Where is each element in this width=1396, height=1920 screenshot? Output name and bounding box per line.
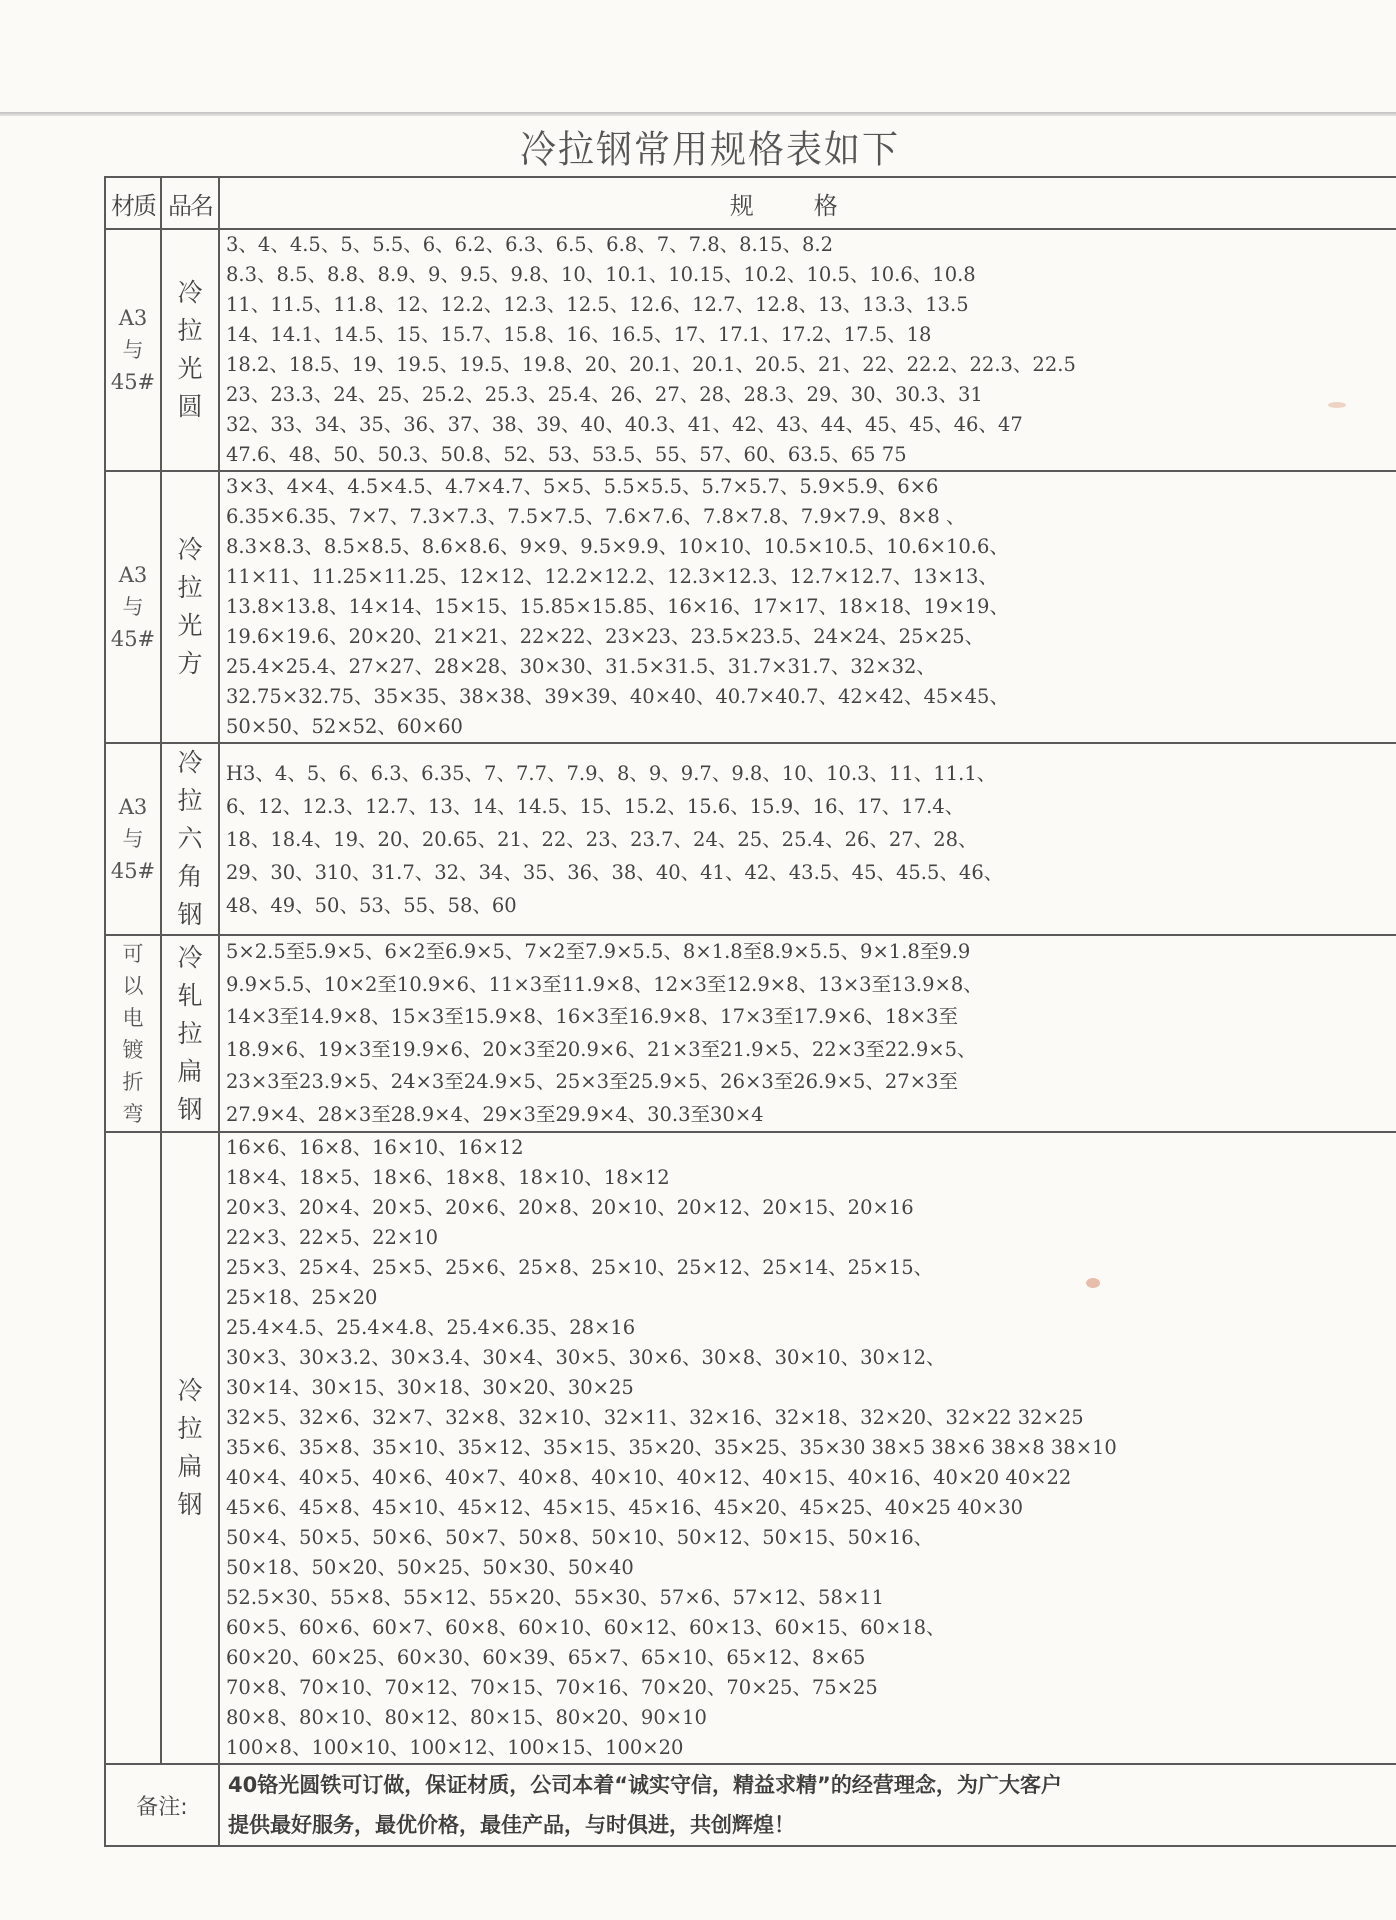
spec-line: 40×4、40×5、40×6、40×7、40×8、40×10、40×12、40×15、40×16、40×20 40×22: [226, 1466, 1072, 1489]
header-spec: 规格: [219, 177, 1396, 229]
spec-cell: [219, 229, 1396, 471]
product-name-char: 方: [177, 649, 203, 678]
spec-table: [104, 176, 1396, 1847]
spec-cell: [219, 1132, 1396, 1764]
material-cell: [105, 229, 161, 471]
spec-line: H3、4、5、6、6.3、6.35、7、7.7、7.9、8、9、9.7、9.8、10、10.3、11、11.1、: [226, 761, 997, 785]
product-name-char: 拉: [177, 786, 203, 815]
spec-line: 25.4×25.4、27×27、28×28、30×30、31.5×31.5、31.7×31.7、32×32、: [226, 655, 936, 678]
spec-line: 50×18、50×20、50×25、50×30、50×40: [226, 1556, 634, 1579]
page-title: 冷拉钢常用规格表如下: [520, 129, 901, 173]
spec-line: 27.9×4、28×3至28.9×4、29×3至29.9×4、30.3至30×4: [226, 1102, 764, 1126]
spec-line: 23、23.3、24、25、25.2、25.3、25.4、26、27、28、28.3、29、30、30.3、31: [226, 383, 983, 406]
material-text: 45#: [110, 370, 156, 394]
paper-stain: [1086, 1278, 1100, 1288]
spec-line: 18、18.4、19、20、20.65、21、22、23、23.7、24、25、25.4、26、27、28、: [226, 827, 978, 851]
material-text: 可: [122, 941, 144, 966]
product-name-char: 钢: [177, 900, 203, 929]
header-product: 品名: [161, 177, 219, 229]
note-line: 40铬光圆铁可订做，保证材质，公司本着“诚实守信，精益求精”的经营理念，为广大客户: [228, 1773, 1062, 1797]
product-name-char: 钢: [177, 1094, 203, 1124]
header-material: 材质: [105, 177, 161, 229]
spec-line: 45×6、45×8、45×10、45×12、45×15、45×16、45×20、45×25、40×25 40×30: [226, 1496, 1024, 1519]
product-name-char: 光: [177, 611, 203, 640]
paper-top-edge: [0, 112, 1396, 116]
product-name-char: 光: [177, 354, 203, 383]
spec-line: 6、12、12.3、12.7、13、14、14.5、15、15.2、15.6、15.9、16、17、17.4、: [226, 794, 965, 818]
spec-line: 18.9×6、19×3至19.9×6、20×3至20.9×6、21×3至21.9×5、22×3至22.9×5、: [226, 1037, 977, 1061]
material-text: 与: [122, 595, 144, 619]
spec-line: 60×20、60×25、60×30、60×39、65×7、65×10、65×12、8×65: [226, 1646, 866, 1669]
spec-line: 100×8、100×10、100×12、100×15、100×20: [226, 1736, 684, 1759]
product-name-cell: [161, 229, 219, 471]
product-name-char: 冷: [177, 278, 203, 307]
spec-line: 20×3、20×4、20×5、20×6、20×8、20×10、20×12、20×15、20×16: [226, 1196, 914, 1219]
product-name-char: 钢: [177, 1490, 203, 1519]
spec-line: 5×2.5至5.9×5、6×2至6.9×5、7×2至7.9×5.5、8×1.8至8.9×5.5、9×1.8至9.9: [226, 940, 971, 963]
spec-line: 8.3×8.3、8.5×8.5、8.6×8.6、9×9、9.5×9.9、10×10、10.5×10.5、10.6×10.6、: [226, 535, 1009, 558]
spec-line: 11、11.5、11.8、12、12.2、12.3、12.5、12.6、12.7、12.8、13、13.3、13.5: [226, 293, 969, 316]
spec-line: 47.6、48、50、50.3、50.8、52、53、53.5、55、57、60、63.5、65 75: [226, 443, 907, 466]
product-name-cell: [161, 743, 219, 935]
product-name-cell: [161, 471, 219, 743]
product-name-char: 角: [177, 862, 203, 891]
spec-line: 13.8×13.8、14×14、15×15、15.85×15.85、16×16、17×17、18×18、19×19、: [226, 595, 1009, 618]
note-label: 备注:: [105, 1764, 219, 1846]
spec-line: 30×3、30×3.2、30×3.4、30×4、30×5、30×6、30×8、30×10、30×12、: [226, 1346, 946, 1369]
spec-line: 30×14、30×15、30×18、30×20、30×25: [226, 1376, 634, 1399]
section-row-cold-drawn-flat: [105, 1132, 1396, 1764]
spec-line: 14、14.1、14.5、15、15.7、15.8、16、16.5、17、17.1、17.2、17.5、18: [226, 323, 932, 346]
spec-line: 52.5×30、55×8、55×12、55×20、55×30、57×6、57×12、58×11: [226, 1586, 885, 1609]
spec-cell: [219, 935, 1396, 1132]
section-row-cold-rolled-flat: [105, 935, 1396, 1132]
note-row: [105, 1764, 1396, 1846]
product-name-cell: [161, 935, 219, 1132]
spec-line: 60×5、60×6、60×7、60×8、60×10、60×12、60×13、60×15、60×18、: [226, 1616, 946, 1639]
spec-line: 32×5、32×6、32×7、32×8、32×10、32×11、32×16、32×18、32×20、32×22 32×25: [226, 1406, 1084, 1429]
section-row-cold-drawn-hex: [105, 743, 1396, 935]
material-text: A3: [118, 563, 148, 587]
material-text: 弯: [122, 1101, 144, 1126]
spec-line: 18×4、18×5、18×6、18×8、18×10、18×12: [226, 1166, 670, 1189]
material-text: 与: [122, 827, 144, 851]
spec-line: 14×3至14.9×8、15×3至15.9×8、16×3至16.9×8、17×3至17.9×6、18×3至: [226, 1005, 958, 1028]
spec-line: 29、30、310、31.7、32、34、35、36、38、40、41、42、43.5、45、45.5、46、: [226, 860, 1004, 884]
material-text: 以: [122, 973, 144, 998]
spec-line: 16×6、16×8、16×10、16×12: [226, 1136, 524, 1159]
product-name-char: 冷: [177, 942, 203, 972]
spec-line: 25.4×4.5、25.4×4.8、25.4×6.35、28×16: [226, 1316, 636, 1339]
spec-line: 48、49、50、53、55、58、60: [226, 893, 517, 917]
material-text: 折: [122, 1069, 144, 1094]
note-line: 提供最好服务，最优价格，最佳产品，与时俱进，共创辉煌！: [228, 1813, 795, 1837]
spec-line: 6.35×6.35、7×7、7.3×7.3、7.5×7.5、7.6×7.6、7.8×7.8、7.9×7.9、8×8 、: [226, 505, 966, 528]
spec-line: 18.2、18.5、19、19.5、19.5、19.8、20、20.1、20.1、20.5、21、22、22.2、22.3、22.5: [226, 353, 1076, 376]
paper-stain: [1328, 402, 1346, 408]
spec-line: 50×4、50×5、50×6、50×7、50×8、50×10、50×12、50×15、50×16、: [226, 1526, 934, 1549]
spec-line: 25×3、25×4、25×5、25×6、25×8、25×10、25×12、25×14、25×15、: [226, 1256, 934, 1279]
product-name-char: 冷: [177, 748, 203, 777]
product-name-char: 轧: [177, 980, 203, 1010]
material-text: 45#: [110, 859, 156, 883]
product-name-char: 冷: [177, 1376, 203, 1405]
spec-line: 50×50、52×52、60×60: [226, 715, 463, 738]
product-name-cell: [161, 1132, 219, 1764]
spec-line: 32、33、34、35、36、37、38、39、40、40.3、41、42、43、44、45、45、46、47: [226, 413, 1023, 436]
product-name-char: 拉: [177, 316, 203, 345]
spec-line: 80×8、80×10、80×12、80×15、80×20、90×10: [226, 1706, 707, 1729]
spec-line: 23×3至23.9×5、24×3至24.9×5、25×3至25.9×5、26×3至26.9×5、27×3至: [226, 1070, 958, 1093]
product-name-char: 扁: [177, 1452, 203, 1481]
spec-line: 35×6、35×8、35×10、35×12、35×15、35×20、35×25、35×30 38×5 38×6 38×8 38×10: [226, 1436, 1117, 1459]
spec-line: 9.9×5.5、10×2至10.9×6、11×3至11.9×8、12×3至12.9×8、13×3至13.9×8、: [226, 972, 983, 996]
spec-line: 11×11、11.25×11.25、12×12、12.2×12.2、12.3×12.3、12.7×12.7、13×13、: [226, 565, 998, 588]
spec-line: 3、4、4.5、5、5.5、6、6.2、6.3、6.5、6.8、7、7.8、8.15、8.2: [226, 233, 834, 256]
spec-cell: [219, 471, 1396, 743]
section-row-cold-drawn-round: [105, 229, 1396, 471]
header-row: [105, 177, 1396, 229]
material-cell: [105, 471, 161, 743]
material-cell: [105, 743, 161, 935]
note-text-cell: [219, 1764, 1396, 1846]
product-name-char: 扁: [177, 1056, 203, 1086]
material-text: 与: [122, 338, 144, 362]
product-name-char: 拉: [177, 1018, 203, 1048]
material-text: 镀: [122, 1037, 144, 1062]
material-text: A3: [118, 795, 148, 819]
spec-line: 19.6×19.6、20×20、21×21、22×22、23×23、23.5×23.5、24×24、25×25、: [226, 625, 985, 648]
product-name-char: 冷: [177, 535, 203, 564]
spec-line: 32.75×32.75、35×35、38×38、39×39、40×40、40.7×40.7、42×42、45×45、: [226, 685, 1009, 708]
material-text: 电: [122, 1005, 144, 1030]
spec-cell: [219, 743, 1396, 935]
spec-line: 3×3、4×4、4.5×4.5、4.7×4.7、5×5、5.5×5.5、5.7×5.7、5.9×5.9、6×6: [226, 475, 939, 498]
material-cell: [105, 935, 161, 1132]
product-name-char: 六: [177, 824, 203, 853]
spec-line: 22×3、22×5、22×10: [226, 1226, 439, 1249]
spec-line: 8.3、8.5、8.8、8.9、9、9.5、9.8、10、10.1、10.15、10.2、10.5、10.6、10.8: [226, 263, 976, 286]
spec-line: 70×8、70×10、70×12、70×15、70×16、70×20、70×25、75×25: [226, 1676, 878, 1699]
material-text: A3: [118, 306, 148, 330]
spec-line: 25×18、25×20: [226, 1286, 378, 1309]
product-name-char: 拉: [177, 573, 203, 602]
material-text: 45#: [110, 627, 156, 651]
material-cell: [105, 1132, 161, 1764]
product-name-char: 拉: [177, 1414, 203, 1443]
product-name-char: 圆: [177, 392, 203, 421]
section-row-cold-drawn-square: [105, 471, 1396, 743]
